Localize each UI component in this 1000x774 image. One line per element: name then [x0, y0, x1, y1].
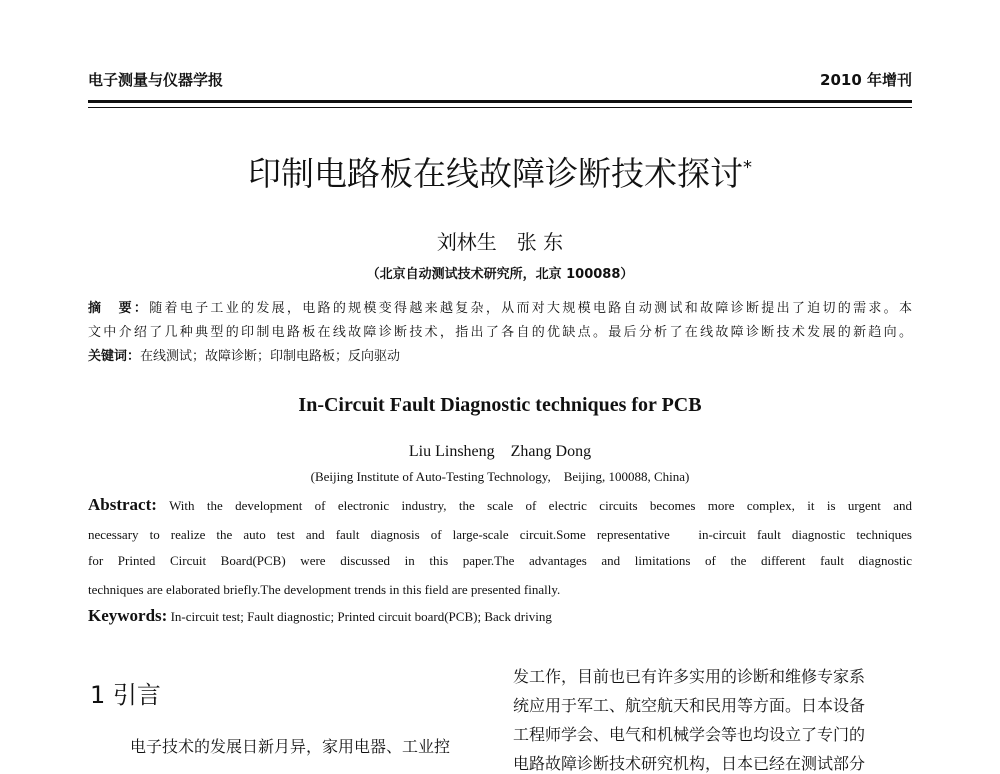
title-footnote-mark: * [743, 157, 752, 178]
journal-name: 电子测量与仪器学报 [88, 71, 224, 89]
abstract-cn-line-2: 文中介绍了几种典型的印制电路板在线故障诊断技术，指出了各自的优缺点。最后分析了在线故障诊断技术发展的新趋向。 [88, 325, 912, 340]
paper-title [0, 148, 1000, 195]
keywords-en-text: In-circuit test; Fault diagnostic; Printed circuit board(PCB); Back driving [170, 609, 552, 624]
keywords-cn [88, 345, 400, 364]
keywords-cn-text: 在线测试；故障诊断；印制电路板；反向驱动 [140, 349, 401, 364]
body-left-line-1: 电子技术的发展日新月异，家用电器、工业控 [130, 737, 451, 756]
affiliation-en: (Beijing Institute of Auto-Testing Technology, Beijing, 100088, China) [310, 469, 690, 484]
header-rule-thin [88, 107, 912, 108]
abstract-en-text: With the development of electronic industry, the scale of electric circuits becomes more complex, it is urgent and [169, 498, 913, 513]
abstract-en-line-1 [88, 495, 912, 515]
body-right-line-3: 工程师学会、电气和机械学会等也均设立了专门的 [513, 725, 866, 744]
title-en: In-Circuit Fault Diagnostic techniques for PCB [298, 394, 702, 416]
title-text: 印制电路板在线故障诊断技术探讨 [248, 154, 743, 193]
abstract-en-line-3: for Printed Circuit Board(PCB) were discussed in this paper.The advantages and limitations of the different fault diagnostic [88, 553, 912, 568]
keywords-en-label: Keywords: [88, 606, 168, 625]
affiliation-cn: （北京自动测试技术研究所，北京 100088） [366, 267, 634, 282]
abstract-en-label: Abstract: [88, 495, 157, 514]
header-rule-thick [88, 100, 912, 103]
abstract-en-line-2: necessary to realize the auto test and fault diagnosis of large-scale circuit.Some representative in-circuit fault diagnostic techniques [88, 527, 912, 542]
abstract-cn-text: 随着电子工业的发展，电路的规模变得越来越复杂，从而对大规模电路自动测试和故障诊断提出了迫切的需求。本 [149, 301, 912, 316]
body-right-line-2: 统应用于军工、航空航天和民用等方面。日本设备 [513, 696, 866, 715]
section-heading: 1 引言 [90, 681, 161, 709]
authors-cn: 刘林生 张 东 [436, 230, 564, 254]
issue-label: 2010 年增刊 [820, 71, 912, 89]
authors-en: Liu Linsheng Zhang Dong [408, 443, 592, 460]
keywords-en [88, 606, 552, 626]
abstract-cn-line-1 [88, 297, 912, 316]
keywords-cn-label: 关键词： [88, 349, 141, 364]
body-right-line-1: 发工作，目前也已有许多实用的诊断和维修专家系 [513, 667, 866, 686]
body-right-line-4: 电路故障诊断技术研究机构，日本已经在测试部分 [513, 754, 866, 773]
abstract-cn-label: 摘 要： [88, 301, 150, 316]
abstract-en-line-4: techniques are elaborated briefly.The development trends in this field are presented finally. [88, 582, 561, 597]
